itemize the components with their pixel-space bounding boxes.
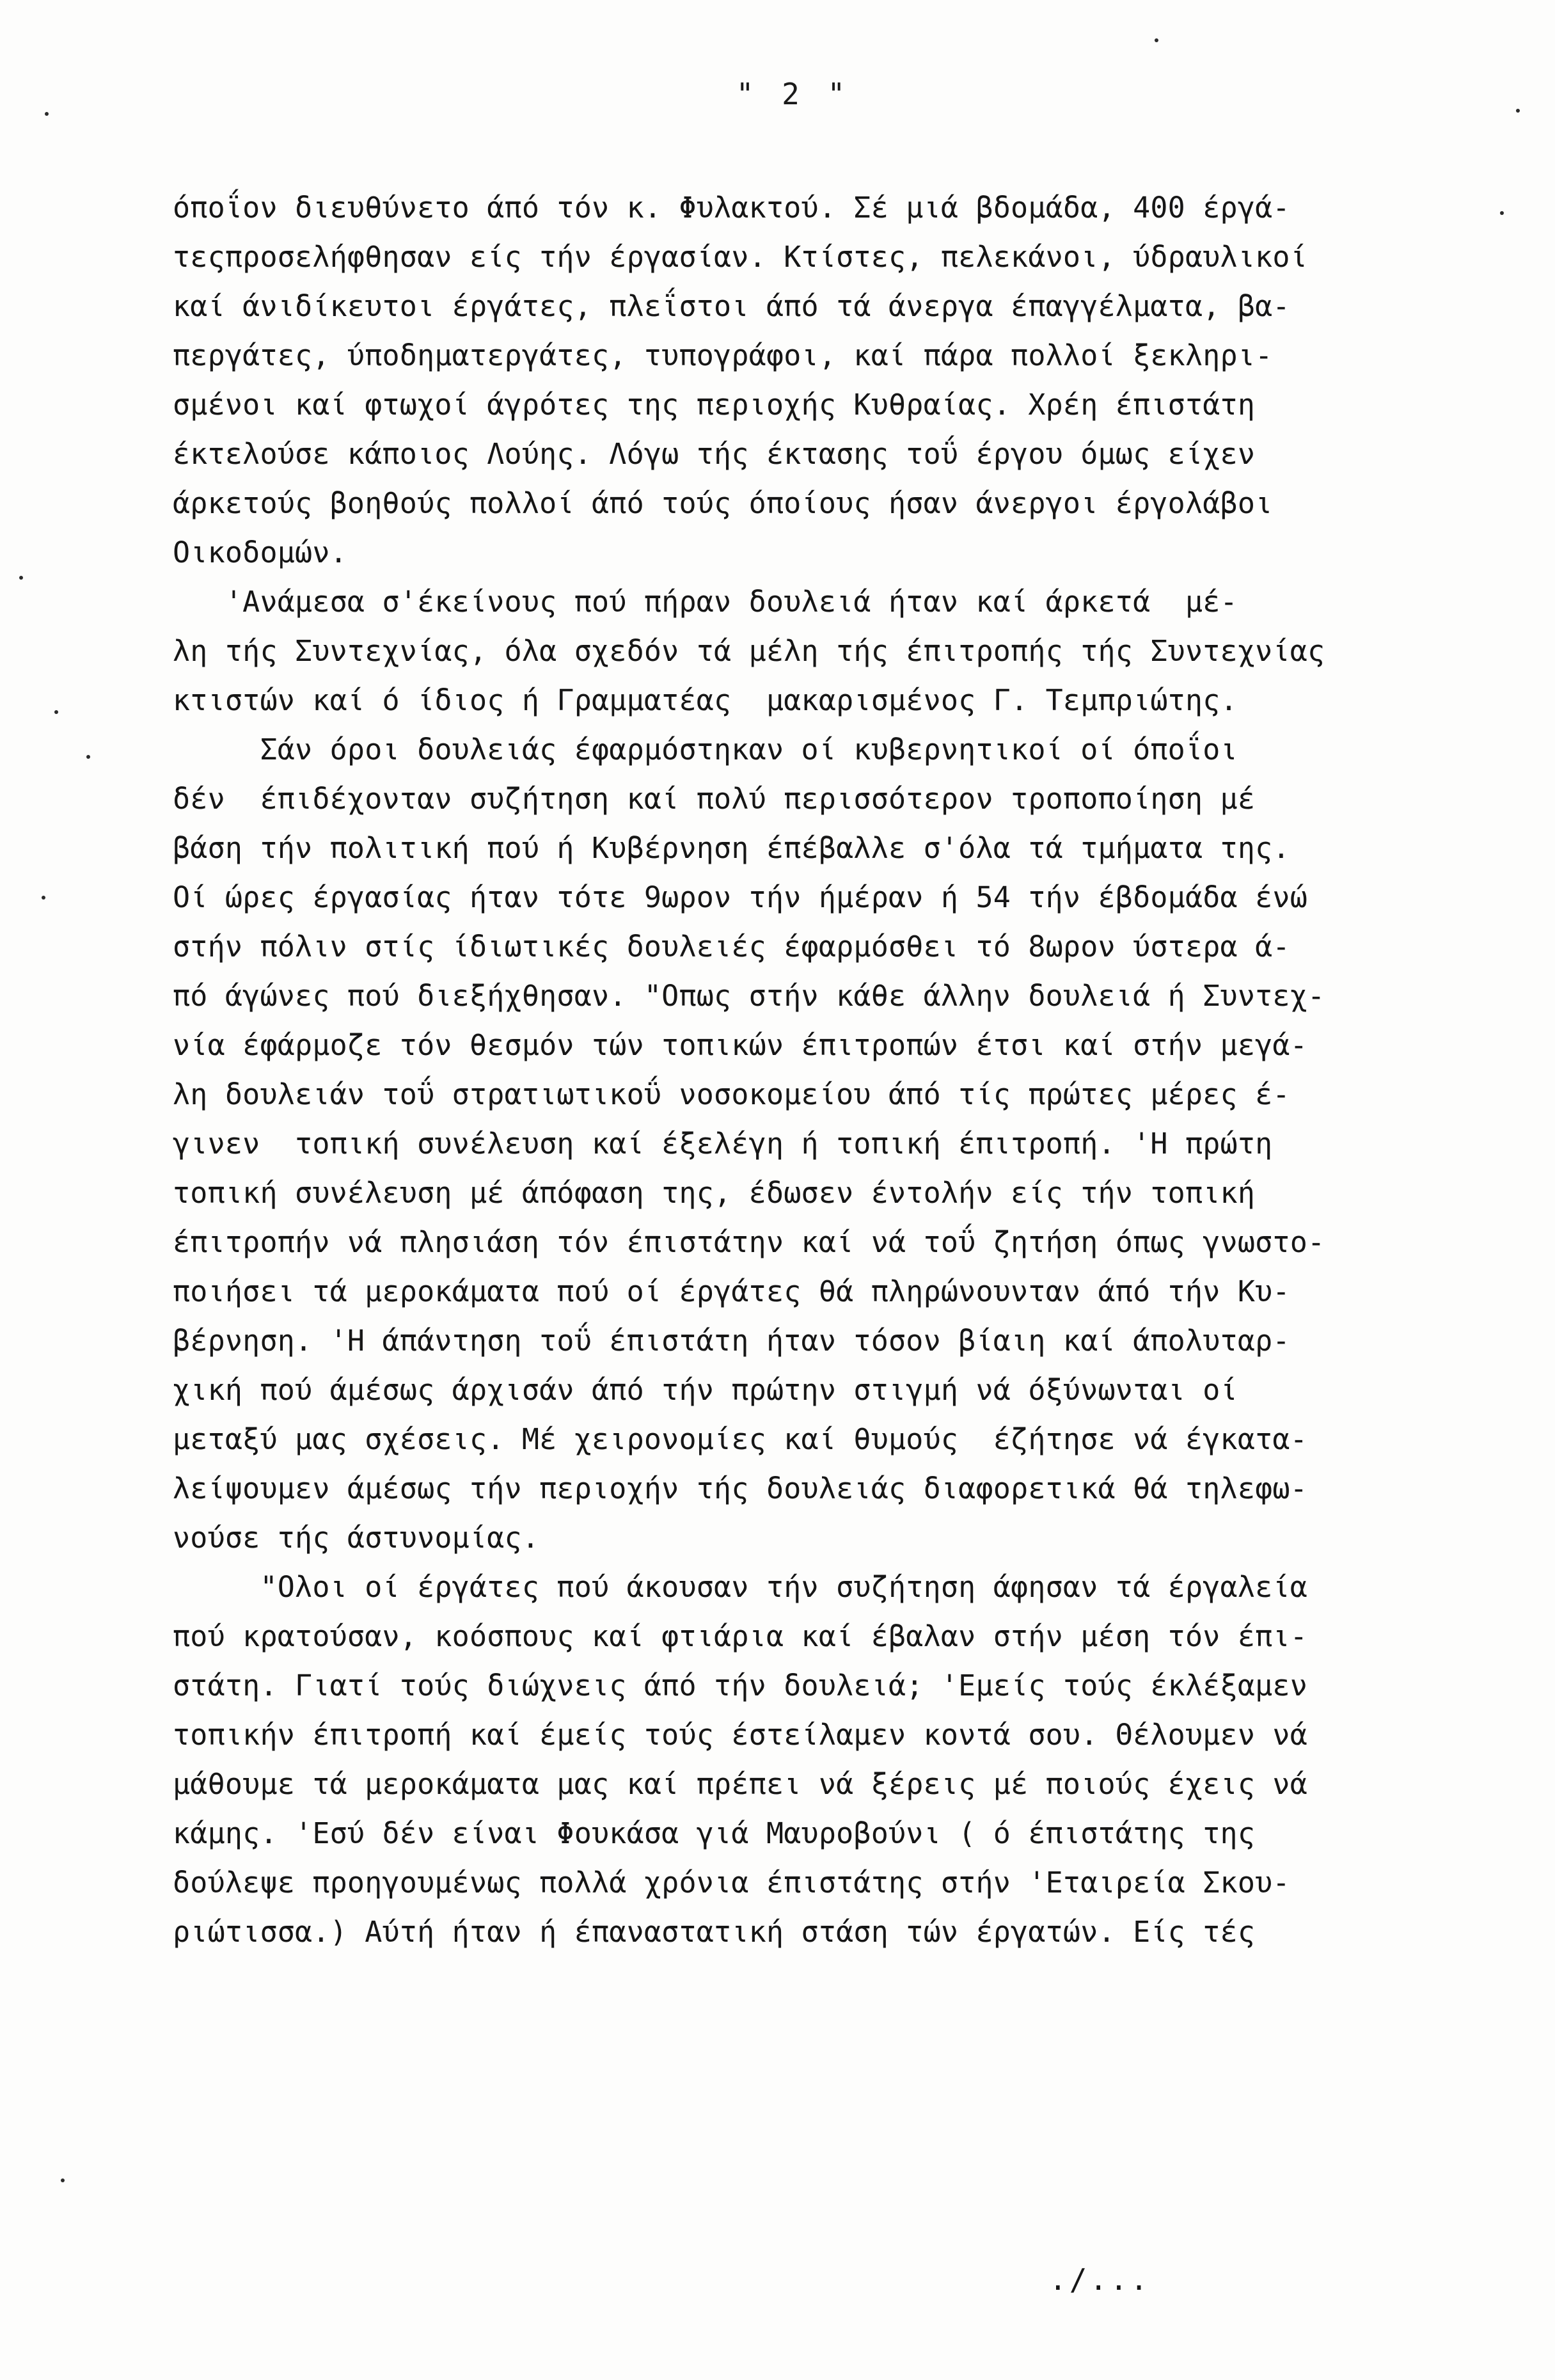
text-line: σμένοι καί φτωχοί άγρότες της περιοχής Κυθραίας. Χρέη έπιστάτη: [173, 388, 1256, 422]
text-line: δούλεψε προηγουμένως πολλά χρόνια έπιστάτης στήν 'Εταιρεία Σκου-: [173, 1866, 1290, 1900]
text-line: έκτελούσε κάποιος Λούης. Λόγω τής έκτασης τοΰ έργου όμως είχεν: [173, 437, 1256, 471]
text-line: πό άγώνες πού διεξήχθησαν. "Οπως στήν κάθε άλλην δουλειά ή Συντεχ-: [173, 979, 1325, 1013]
text-line: ριώτισσα.) Αύτή ήταν ή έπαναστατική στάση τών έργατών. Είς τές: [173, 1915, 1256, 1949]
text-line: "Ολοι οί έργάτες πού άκουσαν τήν συζήτηση άφησαν τά έργαλεία: [173, 1570, 1307, 1604]
text-line: βάση τήν πολιτική πού ή Κυβέρνηση έπέβαλλε σ'όλα τά τμήματα της.: [173, 831, 1290, 865]
text-line: έπιτροπήν νά πλησιάση τόν έπιστάτην καί νά τοΰ ζητήση όπως γνωστο-: [173, 1225, 1325, 1259]
text-line: λη δουλειάν τοΰ στρατιωτικοΰ νοσοκομείου άπό τίς πρώτες μέρες έ-: [173, 1077, 1290, 1111]
text-line: νία έφάρμοζε τόν θεσμόν τών τοπικών έπιτροπών έτσι καί στήν μεγά-: [173, 1028, 1307, 1062]
text-line: βέρνηση. 'Η άπάντηση τοΰ έπιστάτη ήταν τόσον βίαιη καί άπολυταρ-: [173, 1324, 1290, 1358]
text-line: καί άνιδίκευτοι έργάτες, πλεΐστοι άπό τά άνεργα έπαγγέλματα, βα-: [173, 289, 1290, 323]
page-number: " 2 ": [736, 77, 851, 111]
text-line: άρκετούς βοηθούς πολλοί άπό τούς όποίους ήσαν άνεργοι έργολάβοι: [173, 486, 1273, 520]
text-line: μάθουμε τά μεροκάματα μας καί πρέπει νά ξέρεις μέ ποιούς έχεις νά: [173, 1767, 1307, 1801]
text-line: χική πού άμέσως άρχισάν άπό τήν πρώτην στιγμή νά όξύνωνται οί: [173, 1373, 1238, 1407]
scan-speck: [42, 896, 45, 900]
text-line: Οικοδομών.: [173, 536, 347, 569]
body-text: [173, 183, 1490, 1956]
text-line: νούσε τής άστυνομίας.: [173, 1521, 540, 1555]
scan-speck: [19, 576, 23, 580]
text-line: όποΐον διευθύνετο άπό τόν κ. Φυλακτού. Σέ μιά βδομάδα, 400 έργά-: [173, 191, 1290, 225]
scan-speck: [54, 710, 58, 714]
text-line: δέν έπιδέχονταν συζήτηση καί πολύ περισσότερον τροποποίηση μέ: [173, 782, 1256, 816]
text-line: στήν πόλιν στίς ίδιωτικές δουλειές έφαρμόσθει τό 8ωρον ύστερα ά-: [173, 930, 1290, 964]
text-line: πού κρατούσαν, κοόσπους καί φτιάρια καί έβαλαν στήν μέση τόν έπι-: [173, 1619, 1307, 1653]
text-line: λείψουμεν άμέσως τήν περιοχήν τής δουλειάς διαφορετικά θά τηλεφω-: [173, 1472, 1307, 1505]
text-line: ποιήσει τά μεροκάματα πού οί έργάτες θά πληρώνουνταν άπό τήν Κυ-: [173, 1274, 1290, 1308]
text-line: Οί ώρες έργασίας ήταν τότε 9ωρον τήν ήμέραν ή 54 τήν έβδομάδα ένώ: [173, 880, 1307, 914]
text-line: λη τής Συντεχνίας, όλα σχεδόν τά μέλη τής έπιτροπής τής Συντεχνίας: [173, 634, 1325, 668]
text-line: κτιστών καί ό ίδιος ή Γραμματέας μακαρισμένος Γ. Τεμπριώτης.: [173, 683, 1238, 717]
text-line: γινεν τοπική συνέλευση καί έξελέγη ή τοπική έπιτροπή. 'Η πρώτη: [173, 1127, 1273, 1161]
scan-speck: [61, 2178, 65, 2182]
text-line: 'Ανάμεσα σ'έκείνους πού πήραν δουλειά ήταν καί άρκετά μέ-: [173, 585, 1238, 619]
text-line: μεταξύ μας σχέσεις. Μέ χειρονομίες καί θυμούς έζήτησε νά έγκατα-: [173, 1422, 1307, 1456]
continuation-mark: ./...: [1049, 2262, 1151, 2297]
scan-speck: [45, 112, 49, 116]
text-line: στάτη. Γιατί τούς διώχνεις άπό τήν δουλειά; 'Εμείς τούς έκλέξαμεν: [173, 1669, 1307, 1702]
text-line: κάμης. 'Εσύ δέν είναι Φουκάσα γιά Μαυροβούνι ( ό έπιστάτης της: [173, 1816, 1256, 1850]
text-line: τοπική συνέλευση μέ άπόφαση της, έδωσεν έντολήν είς τήν τοπική: [173, 1176, 1256, 1210]
scan-speck: [86, 755, 90, 759]
scan-speck: [1516, 109, 1520, 113]
scan-speck: [1155, 38, 1158, 42]
text-line: Σάν όροι δουλειάς έφαρμόστηκαν οί κυβερνητικοί οί όποΐοι: [173, 733, 1238, 766]
scan-speck: [1500, 211, 1504, 215]
text-line: περγάτες, ύποδηματεργάτες, τυπογράφοι, καί πάρα πολλοί ξεκληρι-: [173, 338, 1273, 372]
text-line: τοπικήν έπιτροπή καί έμείς τούς έστείλαμεν κοντά σου. Θέλουμεν νά: [173, 1718, 1307, 1752]
text-line: τεςπροσελήφθησαν είς τήν έργασίαν. Κτίστες, πελεκάνοι, ύδραυλικοί: [173, 240, 1307, 274]
